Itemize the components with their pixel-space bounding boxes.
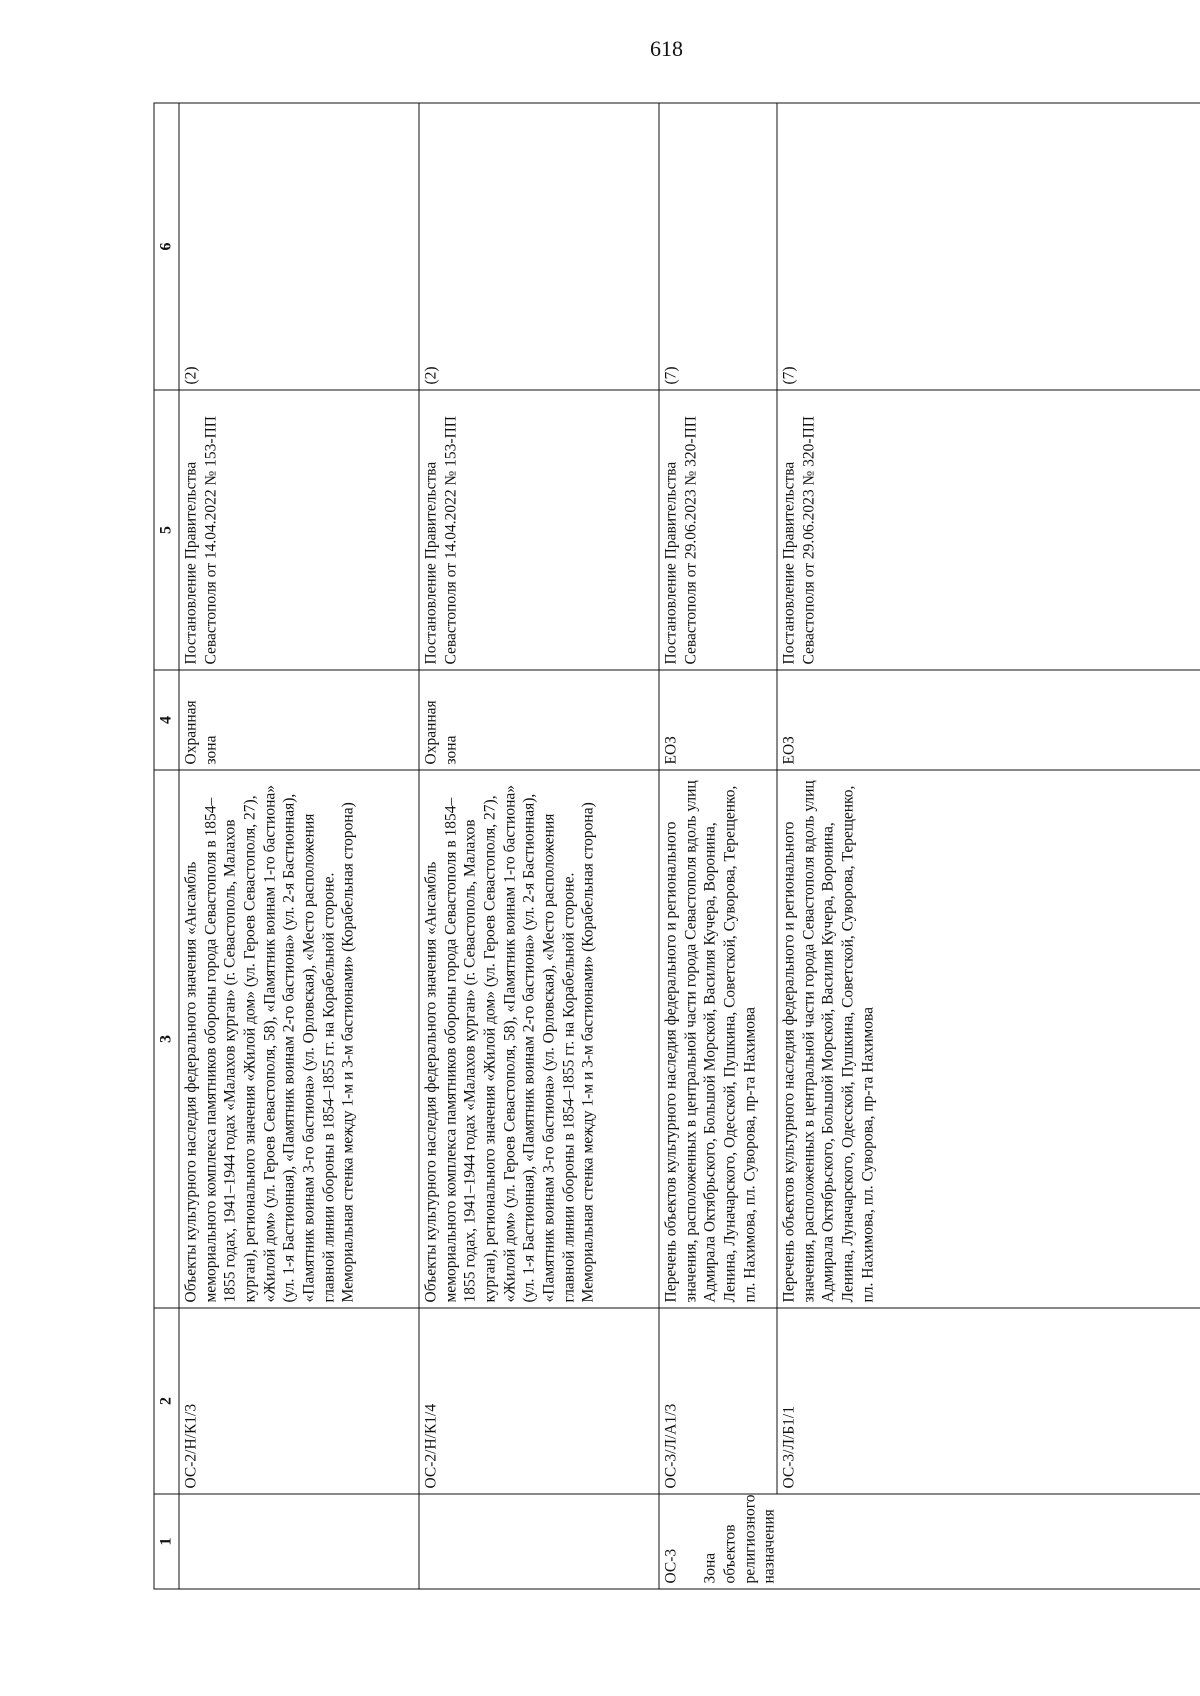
header-col-2: 2 bbox=[154, 1308, 179, 1494]
zone-cell bbox=[179, 1494, 419, 1589]
zone-cell bbox=[659, 1494, 1200, 1589]
act-cell bbox=[777, 390, 1200, 670]
act-text: Постановление Правительства Севастополя от 29.06.2023 № 320-ПП bbox=[780, 415, 818, 664]
table-row bbox=[179, 103, 419, 1589]
code-text: ОС-2/Н/К1/3 bbox=[182, 1403, 200, 1488]
zone-type-cell bbox=[419, 670, 659, 770]
rotated-table-container bbox=[154, 103, 1200, 1589]
table-row bbox=[659, 103, 777, 1589]
zone-type-cell bbox=[179, 670, 419, 770]
act-text: Постановление Правительства Севастополя от 14.04.2022 № 153-ПП bbox=[422, 415, 460, 664]
note-cell bbox=[179, 103, 419, 390]
objects-text: Перечень объектов культурного наследия федерального и регионального значения, расположенных в центральной части города Севастополя вдоль улиц Адмирала Октябрьского, Большой Морской, Василия Кучера, Воронина, Ленина, Луначарского, Одесской, Пушкина, Советской, Суворова, Терещенко, пл. Нахимова, пл. Суворова, пр-та Нахимова bbox=[780, 775, 877, 1302]
zone-type-text: Охранная зона bbox=[182, 695, 220, 764]
header-col-3: 3 bbox=[154, 770, 179, 1308]
note-cell bbox=[777, 103, 1200, 390]
zone-type-cell bbox=[659, 670, 777, 770]
act-text: Постановление Правительства Севастополя от 29.06.2023 № 320-ПП bbox=[662, 415, 700, 664]
code-text: ОС-3/Л/А1/3 bbox=[662, 1403, 680, 1488]
zone-cell bbox=[419, 1494, 659, 1589]
objects-cell bbox=[659, 770, 777, 1308]
code-cell bbox=[659, 1308, 777, 1494]
header-col-4: 4 bbox=[154, 670, 179, 770]
act-text: Постановление Правительства Севастополя от 14.04.2022 № 153-ПП bbox=[182, 415, 220, 664]
page-number: 618 bbox=[650, 36, 683, 61]
header-col-1: 1 bbox=[154, 1494, 179, 1589]
objects-cell bbox=[777, 770, 1200, 1308]
note-cell bbox=[659, 103, 777, 390]
objects-cell bbox=[419, 770, 659, 1308]
note-cell bbox=[419, 103, 659, 390]
header-col-6: 6 bbox=[154, 103, 179, 390]
act-cell bbox=[659, 390, 777, 670]
zone-type-text: Охранная зона bbox=[422, 695, 460, 764]
objects-text: Объекты культурного наследия федерального значения «Ансамбль мемориального комплекса памятников обороны города Севастополя в 1854–1855 годах, 1941–1944 годах «Малахов курган» (г. Севастополь, Малахов курган), регионального значения «Жилой дом» (ул. Героев Севастополя, 27), «Жилой дом» (ул. Героев Севастополя, 58), «Памятник воинам 1-го бастиона» (ул. 1-я Бастионная), «Памятник воинам 2-го бастиона» (ул. 2-я Бастионная), «Памятник воинам 3-го бастиона» (ул. Орловская), «Место расположения главной линии обороны в 1854–1855 гг. на Корабельной стороне. Мемориальная стенка между 1-м и 3-м бастионами» (Корабельная сторона) bbox=[422, 780, 597, 1302]
table-header-row bbox=[154, 103, 179, 1589]
header-col-5: 5 bbox=[154, 390, 179, 670]
zone-type-text: ЕОЗ bbox=[662, 735, 680, 764]
objects-text: Объекты культурного наследия федерального значения «Ансамбль мемориального комплекса памятников обороны города Севастополя в 1854–1855 годах, 1941–1944 годах «Малахов курган» (г. Севастополь, Малахов курган), регионального значения «Жилой дом» (ул. Героев Севастополя, 27), «Жилой дом» (ул. Героев Севастополя, 58), «Памятник воинам 1-го бастиона» (ул. 1-я Бастионная), «Памятник воинам 2-го бастиона» (ул. 2-я Бастионная), «Памятник воинам 3-го бастиона» (ул. Орловская), «Место расположения главной линии обороны в 1854–1855 гг. на Корабельной стороне. Мемориальная стенка между 1-м и 3-м бастионами» (Корабельная сторона) bbox=[182, 780, 357, 1302]
note-text: (2) bbox=[422, 365, 440, 384]
note-text: (7) bbox=[780, 365, 798, 384]
code-cell bbox=[179, 1308, 419, 1494]
objects-cell bbox=[179, 770, 419, 1308]
code-text: ОС-3/Л/Б1/1 bbox=[780, 1405, 798, 1488]
table-row bbox=[419, 103, 659, 1589]
zone-text: ОС-3 Зона объектов религиозного назначения bbox=[662, 1494, 778, 1583]
act-cell bbox=[179, 390, 419, 670]
note-text: (7) bbox=[662, 365, 680, 384]
objects-text: Перечень объектов культурного наследия федерального и регионального значения, расположенных в центральной части города Севастополя вдоль улиц Адмирала Октябрьского, Большой Морской, Василия Кучера, Воронина, Ленина, Луначарского, Одесской, Пушкина, Советской, Суворова, Терещенко, пл. Нахимова, пл. Суворова, пр-та Нахимова bbox=[662, 775, 759, 1302]
code-cell bbox=[777, 1308, 1200, 1494]
note-text: (2) bbox=[182, 365, 200, 384]
code-text: ОС-2/Н/К1/4 bbox=[422, 1403, 440, 1488]
zones-table bbox=[154, 102, 1200, 1589]
zone-type-text: ЕОЗ bbox=[780, 735, 798, 764]
table-row bbox=[777, 103, 1200, 1589]
zone-type-cell bbox=[777, 670, 1200, 770]
act-cell bbox=[419, 390, 659, 670]
code-cell bbox=[419, 1308, 659, 1494]
